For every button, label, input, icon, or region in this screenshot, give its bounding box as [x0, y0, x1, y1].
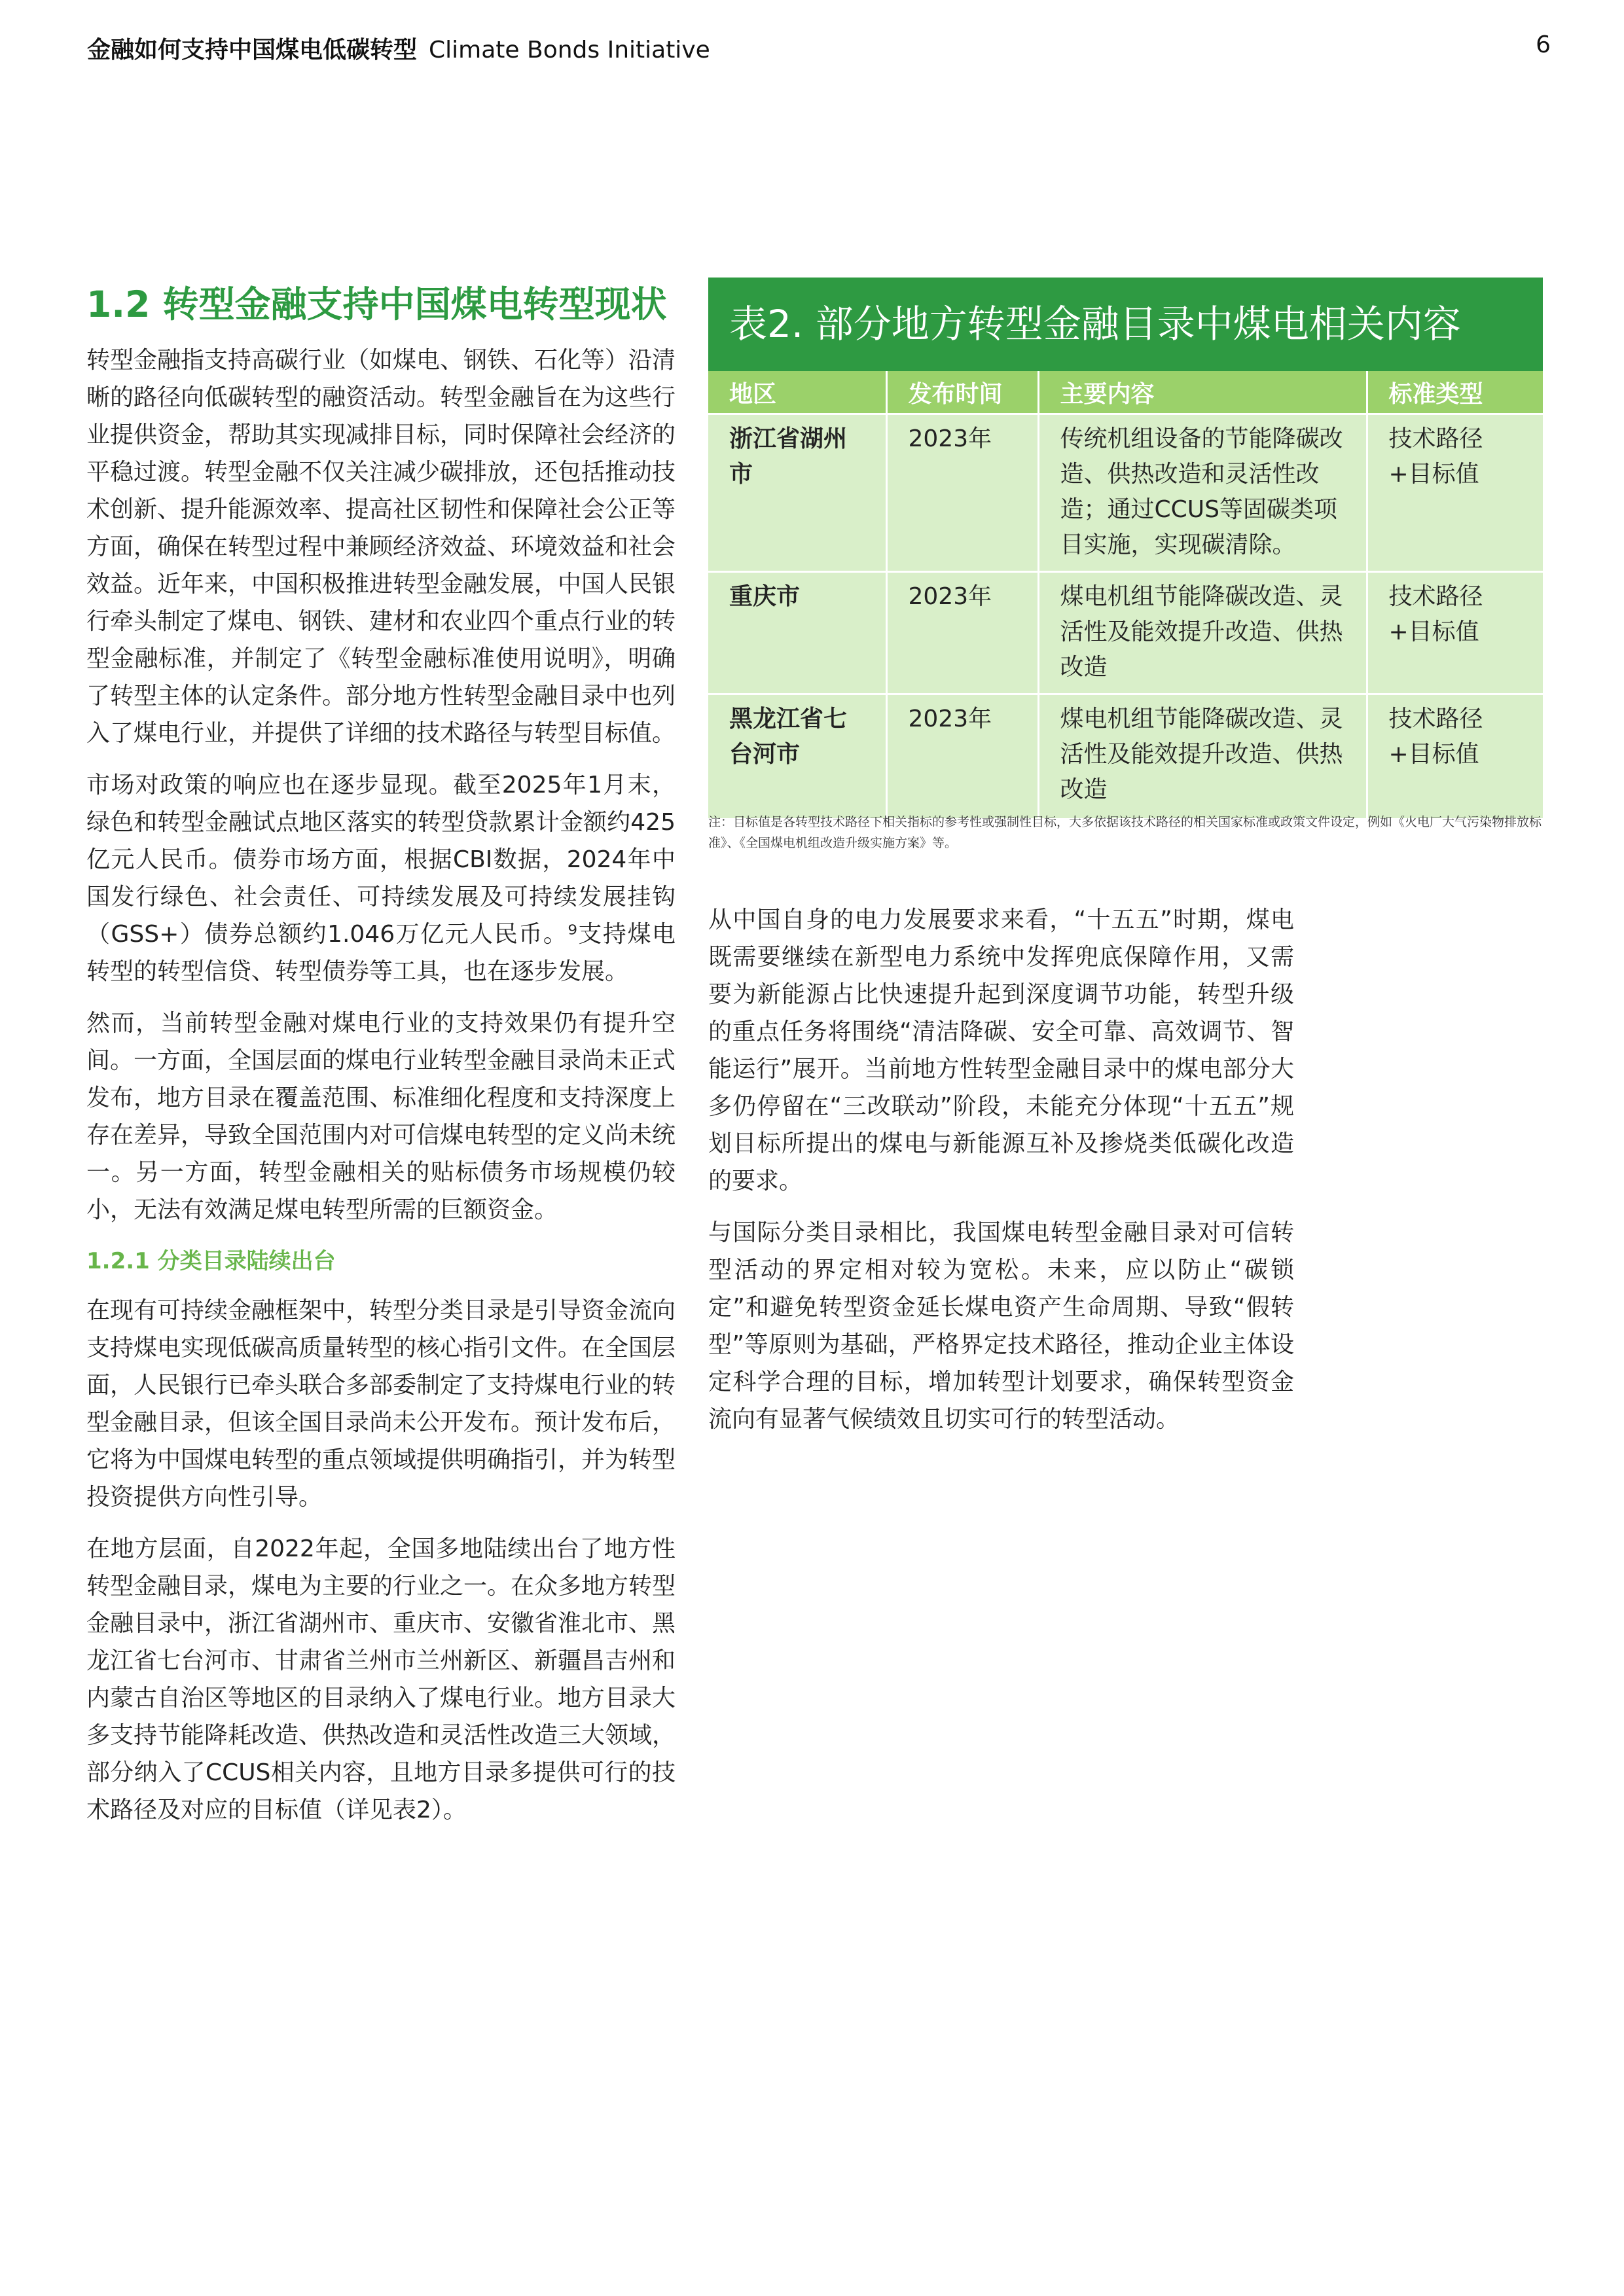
paragraph: 然而，当前转型金融对煤电行业的支持效果仍有提升空间。一方面，全国层面的煤电行业转型金融目录尚未正式发布，地方目录在覆盖范围、标准细化程度和支持深度上存在差异，导致全国范围内对可信煤电转型的定义尚未统一。另一方面，转型金融相关的贴标债务市场规模仍较小，无法有效满足煤电转型所需的巨额资金。 — [86, 1010, 676, 1223]
table-cell: 技术路径+目标值 — [1367, 414, 1543, 572]
table-cell: 浙江省湖州市 — [708, 414, 886, 572]
table-2 — [708, 278, 1543, 818]
report-title: 金融如何支持中国煤电低碳转型 — [87, 37, 418, 63]
table-title: 表2. 部分地方转型金融目录中煤电相关内容 — [708, 278, 1543, 371]
column-header: 地区 — [708, 371, 886, 414]
table-cell: 技术路径+目标值 — [1367, 694, 1543, 818]
table-row — [708, 694, 1543, 818]
paragraph: 市场对政策的响应也在逐步显现。截至2025年1月末，绿色和转型金融试点地区落实的转型贷款累计金额约425亿元人民币。债券市场方面，根据CBI数据，2024年中国发行绿色、社会责任、可持续发展及可持续发展挂钩（GSS+）债券总额约1.046万亿元人民币。⁹支持煤电转型的转型信贷、转型债券等工具，也在逐步发展。 — [86, 772, 676, 985]
left-column — [86, 281, 676, 1843]
table-cell: 传统机组设备的节能降碳改造、供热改造和灵活性改造；通过CCUS等固碳类项目实施，实现碳清除。 — [1038, 414, 1367, 572]
table-row — [708, 414, 1543, 572]
table-cell: 煤电机组节能降碳改造、灵活性及能效提升改造、供热改造 — [1038, 694, 1367, 818]
column-header: 主要内容 — [1038, 371, 1367, 414]
section-heading: 1.2 转型金融支持中国煤电转型现状 — [86, 283, 667, 325]
column-header: 标准类型 — [1367, 371, 1543, 414]
organization-name: Climate Bonds Initiative — [429, 37, 710, 63]
paragraph: 与国际分类目录相比，我国煤电转型金融目录对可信转型活动的界定相对较为宽松。未来，应以防止“碳锁定”和避免转型资金延长煤电资产生命周期、导致“假转型”等原则为基础，严格界定技术路径，推动企业主体设定科学合理的目标，增加转型计划要求，确保转型资金流向有显著气候绩效且切实可行的转型活动。 — [708, 1219, 1294, 1433]
subsection-heading: 1.2.1 分类目录陆续出台 — [86, 1248, 336, 1274]
page-number: 6 — [1536, 31, 1551, 58]
table-cell: 2023年 — [886, 694, 1038, 818]
table-note: 注：目标值是各转型技术路径下相关指标的参考性或强制性目标，大多依据该技术路径的相关国家标准或政策文件设定，例如《火电厂大气污染物排放标准》、《全国煤电机组改造升级实施方案》等。 — [708, 815, 1542, 850]
table-header-row — [708, 371, 1543, 414]
table-cell: 黑龙江省七台河市 — [708, 694, 886, 818]
running-header — [87, 31, 710, 65]
paragraph: 转型金融指支持高碳行业（如煤电、钢铁、石化等）沿清晰的路径向低碳转型的融资活动。转型金融旨在为这些行业提供资金，帮助其实现减排目标，同时保障社会经济的平稳过渡。转型金融不仅关注减少碳排放，还包括推动技术创新、提升能源效率、提高社区韧性和保障社会公正等方面，确保在转型过程中兼顾经济效益、环境效益和社会效益。近年来，中国积极推进转型金融发展，中国人民银行牵头制定了煤电、钢铁、建材和农业四个重点行业的转型金融标准，并制定了《转型金融标准使用说明》，明确了转型主体的认定条件。部分地方性转型金融目录中也列入了煤电行业，并提供了详细的技术路径与转型目标值。 — [86, 347, 676, 747]
right-column — [708, 901, 1294, 1452]
table-cell: 煤电机组节能降碳改造、灵活性及能效提升改造、供热改造 — [1038, 572, 1367, 694]
column-header: 发布时间 — [886, 371, 1038, 414]
paragraph: 在现有可持续金融框架中，转型分类目录是引导资金流向支持煤电实现低碳高质量转型的核心指引文件。在全国层面，人民银行已牵头联合多部委制定了支持煤电行业的转型金融目录，但该全国目录尚未公开发布。预计发布后，它将为中国煤电转型的重点领域提供明确指引，并为转型投资提供方向性引导。 — [86, 1297, 676, 1511]
paragraph: 在地方层面，自2022年起，全国多地陆续出台了地方性转型金融目录，煤电为主要的行业之一。在众多地方转型金融目录中，浙江省湖州市、重庆市、安徽省淮北市、黑龙江省七台河市、甘肃省兰州市兰州新区、新疆昌吉州和内蒙古自治区等地区的目录纳入了煤电行业。地方目录大多支持节能降耗改造、供热改造和灵活性改造三大领域，部分纳入了CCUS相关内容，且地方目录多提供可行的技术路径及对应的目标值（详见表2）。 — [86, 1535, 676, 1823]
table-cell: 2023年 — [886, 414, 1038, 572]
paragraph: 从中国自身的电力发展要求来看，“十五五”时期，煤电既需要继续在新型电力系统中发挥兜底保障作用，又需要为新能源占比快速提升起到深度调节功能，转型升级的重点任务将围绕“清洁降碳、安全可靠、高效调节、智能运行”展开。当前地方性转型金融目录中的煤电部分大多仍停留在“三改联动”阶段，未能充分体现“十五五”规划目标所提出的煤电与新能源互补及掺烧类低碳化改造的要求。 — [708, 906, 1294, 1194]
table-cell: 重庆市 — [708, 572, 886, 694]
data-table — [708, 371, 1543, 818]
table-cell: 2023年 — [886, 572, 1038, 694]
table-cell: 技术路径+目标值 — [1367, 572, 1543, 694]
table-row — [708, 572, 1543, 694]
